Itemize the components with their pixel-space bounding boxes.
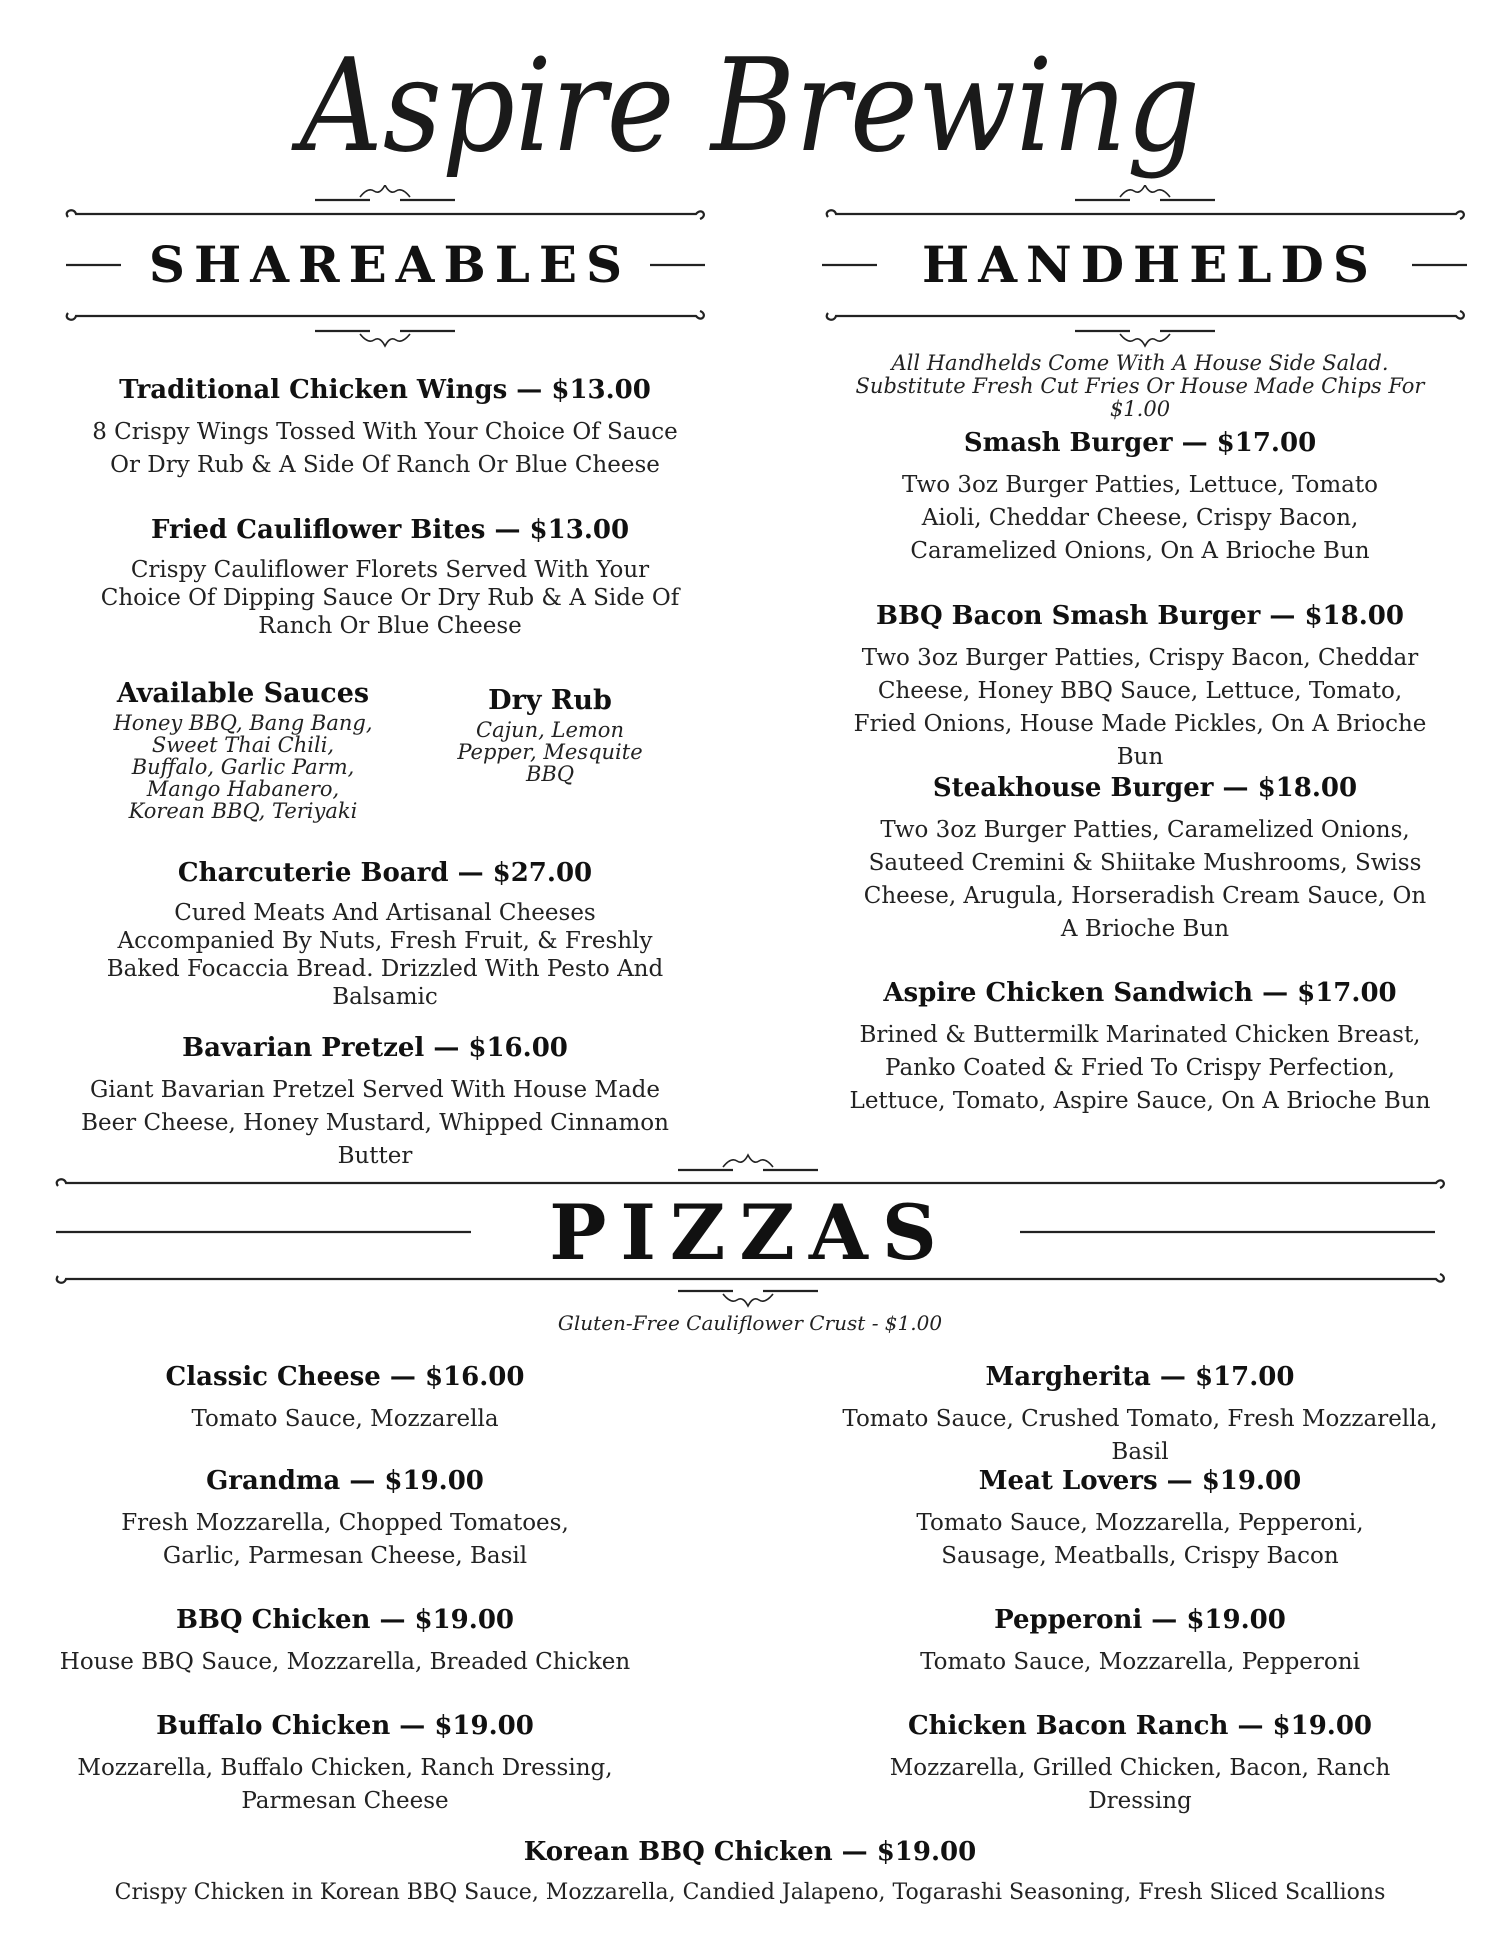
item-desc: House BBQ Sauce, Mozzarella, Breaded Chicken <box>59 1649 631 1675</box>
handhelds-note <box>830 352 1450 421</box>
item-name: Pepperoni — $19.00 <box>994 1605 1286 1635</box>
menu-item <box>840 1604 1440 1679</box>
item-desc: Fresh Mozzarella, Chopped Tomatoes, Garlic, Parmesan Cheese, Basil <box>121 1510 569 1569</box>
dry-rub-block <box>420 685 680 785</box>
item-desc: Tomato Sauce, Crushed Tomato, Fresh Mozzarella, Basil <box>842 1406 1438 1465</box>
item-desc: Two 3oz Burger Patties, Caramelized Onions, Sauteed Cremini & Shiitake Mushrooms, Swiss Cheese, Arugula, Horseradish Cream Sauce, On A Brioche Bun <box>863 817 1427 942</box>
handhelds-heading: HANDHELDS <box>921 235 1379 294</box>
item-desc: 8 Crispy Wings Tossed With Your Choice Of Sauce Or Dry Rub & A Side Of Ranch Or Blue Cheese <box>92 419 678 478</box>
item-desc: Brined & Buttermilk Marinated Chicken Breast, Panko Coated & Fried To Crispy Perfection, Lettuce, Tomato, Aspire Sauce, On A Brioche Bun <box>849 1022 1431 1114</box>
item-desc: Mozzarella, Grilled Chicken, Bacon, Ranch Dressing <box>889 1755 1391 1814</box>
item-name: Buffalo Chicken — $19.00 <box>156 1711 534 1741</box>
menu-item <box>850 600 1430 774</box>
item-name: Chicken Bacon Ranch — $19.00 <box>907 1711 1373 1741</box>
item-name: Traditional Chicken Wings — $13.00 <box>119 375 651 405</box>
dry-rub-heading: Dry Rub <box>488 685 612 716</box>
menu-item <box>60 1836 1440 1909</box>
dry-rub-list: Cajun, Lemon Pepper, Mesquite BBQ <box>457 718 643 786</box>
item-name: Bavarian Pretzel — $16.00 <box>182 1033 568 1063</box>
item-desc: Crispy Chicken in Korean BBQ Sauce, Mozzarella, Candied Jalapeno, Togarashi Seasoning, Fresh Sliced Scallions <box>114 1880 1386 1905</box>
shareables-heading: SHAREABLES <box>148 235 632 294</box>
menu-item <box>840 1710 1440 1818</box>
item-desc: Giant Bavarian Pretzel Served With House Made Beer Cheese, Honey Mustard, Whipped Cinnamon Butter <box>81 1077 669 1169</box>
item-name: BBQ Bacon Smash Burger — $18.00 <box>876 601 1404 631</box>
handhelds-note-line1: All Handhelds Come With A House Side Salad. <box>891 351 1389 375</box>
menu-item <box>860 772 1430 946</box>
item-desc: Tomato Sauce, Mozzarella, Pepperoni <box>920 1649 1360 1675</box>
item-name: Grandma — $19.00 <box>206 1466 484 1496</box>
menu-item <box>95 857 675 1011</box>
pizzas-note: Gluten-Free Cauliflower Crust - $1.00 <box>557 1311 943 1335</box>
menu-item <box>100 514 680 640</box>
item-name: Steakhouse Burger — $18.00 <box>932 773 1358 803</box>
pizzas-heading: PIZZAS <box>549 1188 951 1277</box>
item-desc: Crispy Cauliflower Florets Served With Your Choice Of Dipping Sauce Or Dry Rub & A Side Of Ranch Or Blue Cheese <box>100 557 680 639</box>
item-name: Margherita — $17.00 <box>985 1362 1295 1392</box>
menu-item <box>90 374 680 482</box>
menu-item <box>820 1361 1460 1469</box>
item-name: Aspire Chicken Sandwich — $17.00 <box>883 978 1397 1008</box>
brand-title: Aspire Brewing <box>291 32 1201 181</box>
item-desc: Two 3oz Burger Patties, Lettuce, Tomato Aioli, Cheddar Cheese, Crispy Bacon, Caramelized Onions, On A Brioche Bun <box>902 472 1378 564</box>
menu-item <box>40 1361 650 1436</box>
menu-item <box>40 1604 650 1679</box>
item-name: Korean BBQ Chicken — $19.00 <box>523 1837 977 1867</box>
item-desc: Tomato Sauce, Mozzarella, Pepperoni, Sausage, Meatballs, Crispy Bacon <box>916 1510 1364 1569</box>
item-name: Classic Cheese — $16.00 <box>165 1362 525 1392</box>
sauces-list: Honey BBQ, Bang Bang, Sweet Thai Chili, Buffalo, Garlic Parm, Mango Habanero, Korean BBQ, Teriyaki <box>113 711 373 823</box>
sauces-block <box>108 678 378 822</box>
item-desc: Mozzarella, Buffalo Chicken, Ranch Dressing, Parmesan Cheese <box>77 1755 613 1814</box>
item-desc: Cured Meats And Artisanal Cheeses Accompanied By Nuts, Fresh Fruit, & Freshly Baked Focaccia Bread. Drizzled With Pesto And Balsamic <box>106 900 664 1010</box>
item-name: Fried Cauliflower Bites — $13.00 <box>150 515 630 545</box>
handhelds-note-line2: Substitute Fresh Cut Fries Or House Made Chips For $1.00 <box>855 374 1425 421</box>
sauces-heading: Available Sauces <box>116 678 370 709</box>
item-name: BBQ Chicken — $19.00 <box>175 1605 515 1635</box>
menu-item <box>40 1465 650 1573</box>
brand-logo <box>0 0 1500 190</box>
menu-item <box>30 1710 660 1818</box>
item-desc: Tomato Sauce, Mozzarella <box>191 1406 499 1432</box>
item-desc: Two 3oz Burger Patties, Crispy Bacon, Cheddar Cheese, Honey BBQ Sauce, Lettuce, Tomato, Fried Onions, House Made Pickles, On A Brioche Bun <box>853 645 1427 770</box>
menu-item <box>845 977 1435 1118</box>
menu-item <box>860 427 1420 568</box>
item-name: Meat Lovers — $19.00 <box>978 1466 1302 1496</box>
item-name: Charcuterie Board — $27.00 <box>177 858 593 888</box>
menu-item <box>840 1465 1440 1573</box>
item-name: Smash Burger — $17.00 <box>963 428 1317 458</box>
